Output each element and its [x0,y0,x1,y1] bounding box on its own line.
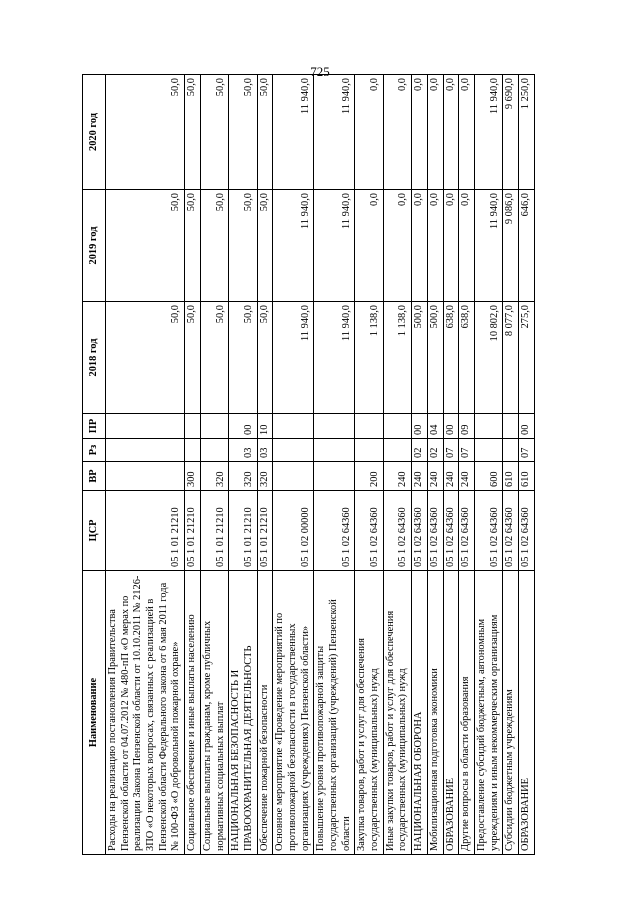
cell-csr: 05 1 02 64360 [427,491,443,571]
cell-pr: 00 [443,414,459,439]
cell-2018: 11 940,0 [273,302,314,414]
cell-2019: 0,0 [412,190,428,302]
cell-2018: 50,0 [106,302,185,414]
cell-csr: 05 1 02 64360 [443,491,459,571]
cell-name: Повышение уровня противопожарной защиты государственных организаций (учреждений) Пензенской области [314,571,355,855]
cell-name: Расходы на реализацию постановления Правительства Пензенской области от 04.07.2012 № 480-пП «О мерах по реализации Закона Пензенской области от 10.10.2011 № 2126-ЗПО «О некоторых вопросах, связанных с реализацией в Пензенской области Федерального закона от 6 мая 2011 года № 100-ФЗ «О добровольной пожарной охране» [106,571,185,855]
cell-vr: 610 [518,462,534,491]
cell-name: Иные закупки товаров, работ и услуг для обеспечения государственных (муниципальных) нужд [383,571,411,855]
cell-vr: 320 [229,462,257,491]
header-vr: ВР [83,462,106,491]
cell-2019: 0,0 [355,190,383,302]
cell-name: Мобилизационная подготовка экономики [427,571,443,855]
cell-csr: 05 1 02 64360 [474,491,502,571]
header-2020: 2020 год [83,75,106,190]
cell-pr [314,414,355,439]
cell-rz: 07 [443,439,459,462]
cell-name: ОБРАЗОВАНИЕ [443,571,459,855]
cell-csr: 05 1 02 64360 [383,491,411,571]
rotated-page [82,75,565,855]
cell-2018: 50,0 [257,302,273,414]
budget-table [82,74,535,855]
cell-vr: 600 [474,462,502,491]
cell-2020: 50,0 [185,75,201,190]
cell-csr: 05 1 02 00000 [273,491,314,571]
cell-vr: 320 [200,462,228,491]
cell-2019: 0,0 [427,190,443,302]
cell-csr: 05 1 01 21210 [229,491,257,571]
cell-2020: 0,0 [427,75,443,190]
header-pr: ПР [83,414,106,439]
cell-2019: 50,0 [257,190,273,302]
cell-2020: 11 940,0 [273,75,314,190]
cell-rz [185,439,201,462]
cell-vr: 240 [427,462,443,491]
cell-vr [106,462,185,491]
cell-rz [355,439,383,462]
cell-2019: 50,0 [185,190,201,302]
table-row [383,75,411,855]
cell-name: Социальное обеспечение и иные выплаты населению [185,571,201,855]
cell-vr [314,462,355,491]
cell-vr: 240 [412,462,428,491]
cell-name: Другие вопросы в области образования [459,571,475,855]
cell-pr: 04 [427,414,443,439]
cell-pr [106,414,185,439]
cell-vr: 610 [503,462,519,491]
cell-vr: 240 [443,462,459,491]
cell-2020: 50,0 [200,75,228,190]
cell-rz: 03 [257,439,273,462]
cell-2020: 0,0 [459,75,475,190]
cell-2018: 275,0 [518,302,534,414]
rotated-table-container [82,75,565,855]
cell-name: НАЦИОНАЛЬНАЯ ОБОРОНА [412,571,428,855]
cell-pr: 00 [518,414,534,439]
cell-2020: 11 940,0 [474,75,502,190]
cell-rz [314,439,355,462]
cell-2020: 1 250,0 [518,75,534,190]
cell-2018: 1 138,0 [383,302,411,414]
cell-rz [503,439,519,462]
cell-csr: 05 1 01 21210 [200,491,228,571]
cell-name: Обеспечение пожарной безопасности [257,571,273,855]
table-row [273,75,314,855]
cell-rz: 07 [459,439,475,462]
table-row [503,75,519,855]
cell-2018: 638,0 [459,302,475,414]
cell-vr: 200 [355,462,383,491]
cell-2019: 0,0 [443,190,459,302]
table-header-row [83,75,106,855]
header-csr: ЦСР [83,491,106,571]
table-row [229,75,257,855]
table-row [106,75,185,855]
page-number: 725 [310,64,330,79]
cell-csr: 05 1 02 64360 [518,491,534,571]
cell-csr: 05 1 02 64360 [412,491,428,571]
cell-rz [474,439,502,462]
cell-2020: 0,0 [412,75,428,190]
cell-2018: 8 077,0 [503,302,519,414]
cell-name: Закупка товаров, работ и услуг для обеспечения государственных (муниципальных) нужд [355,571,383,855]
cell-2020: 11 940,0 [314,75,355,190]
cell-rz [200,439,228,462]
cell-name: Субсидии бюджетным учреждениям [503,571,519,855]
cell-2018: 50,0 [200,302,228,414]
cell-csr: 05 1 01 21210 [106,491,185,571]
cell-rz [383,439,411,462]
cell-name: ОБРАЗОВАНИЕ [518,571,534,855]
cell-pr: 00 [412,414,428,439]
cell-pr: 10 [257,414,273,439]
cell-2018: 638,0 [443,302,459,414]
cell-vr: 240 [383,462,411,491]
cell-rz: 03 [229,439,257,462]
cell-name: Социальные выплаты гражданам, кроме публичных нормативных социальных выплат [200,571,228,855]
cell-name: Основное мероприятие «Проведение мероприятий по противопожарной безопасности в государственных организациях (учреждениях) Пензенской области» [273,571,314,855]
cell-2019: 11 940,0 [474,190,502,302]
cell-2020: 0,0 [443,75,459,190]
header-2018: 2018 год [83,302,106,414]
cell-2019: 50,0 [106,190,185,302]
cell-pr [503,414,519,439]
table-row [185,75,201,855]
cell-2019: 50,0 [200,190,228,302]
cell-pr: 09 [459,414,475,439]
cell-2019: 9 086,0 [503,190,519,302]
cell-rz [106,439,185,462]
cell-2020: 9 690,0 [503,75,519,190]
cell-2018: 1 138,0 [355,302,383,414]
cell-pr [355,414,383,439]
cell-rz: 02 [412,439,428,462]
cell-name: Предоставление субсидий бюджетным, автономным учреждениям и иным некоммерческим организациям [474,571,502,855]
cell-rz: 07 [518,439,534,462]
cell-2018: 500,0 [412,302,428,414]
cell-pr [185,414,201,439]
cell-2019: 0,0 [459,190,475,302]
cell-pr: 00 [229,414,257,439]
cell-2018: 50,0 [229,302,257,414]
table-row [412,75,428,855]
cell-2018: 10 802,0 [474,302,502,414]
cell-pr [474,414,502,439]
cell-name: НАЦИОНАЛЬНАЯ БЕЗОПАСНОСТЬ И ПРАВООХРАНИТЕЛЬНАЯ ДЕЯТЕЛЬНОСТЬ [229,571,257,855]
table-row [427,75,443,855]
header-rz: Рз [83,439,106,462]
cell-csr: 05 1 01 21210 [185,491,201,571]
cell-csr: 05 1 02 64360 [314,491,355,571]
cell-pr [383,414,411,439]
header-name: Наименование [83,571,106,855]
cell-csr: 05 1 02 64360 [355,491,383,571]
cell-pr [200,414,228,439]
header-2019: 2019 год [83,190,106,302]
cell-2019: 646,0 [518,190,534,302]
table-row [518,75,534,855]
cell-vr: 320 [257,462,273,491]
table-row [443,75,459,855]
cell-vr: 240 [459,462,475,491]
cell-2020: 0,0 [355,75,383,190]
table-row [314,75,355,855]
table-row [459,75,475,855]
table-row [257,75,273,855]
cell-2020: 50,0 [257,75,273,190]
cell-2020: 0,0 [383,75,411,190]
cell-2019: 11 940,0 [314,190,355,302]
cell-csr: 05 1 01 21210 [257,491,273,571]
cell-2018: 500,0 [427,302,443,414]
cell-2019: 0,0 [383,190,411,302]
cell-csr: 05 1 02 64360 [503,491,519,571]
cell-pr [273,414,314,439]
cell-2018: 11 940,0 [314,302,355,414]
cell-vr [273,462,314,491]
cell-2018: 50,0 [185,302,201,414]
cell-vr: 300 [185,462,201,491]
cell-2019: 50,0 [229,190,257,302]
cell-csr: 05 1 02 64360 [459,491,475,571]
table-row [355,75,383,855]
cell-rz: 02 [427,439,443,462]
cell-2019: 11 940,0 [273,190,314,302]
cell-rz [273,439,314,462]
cell-2020: 50,0 [229,75,257,190]
cell-2020: 50,0 [106,75,185,190]
table-row [200,75,228,855]
table-row [474,75,502,855]
